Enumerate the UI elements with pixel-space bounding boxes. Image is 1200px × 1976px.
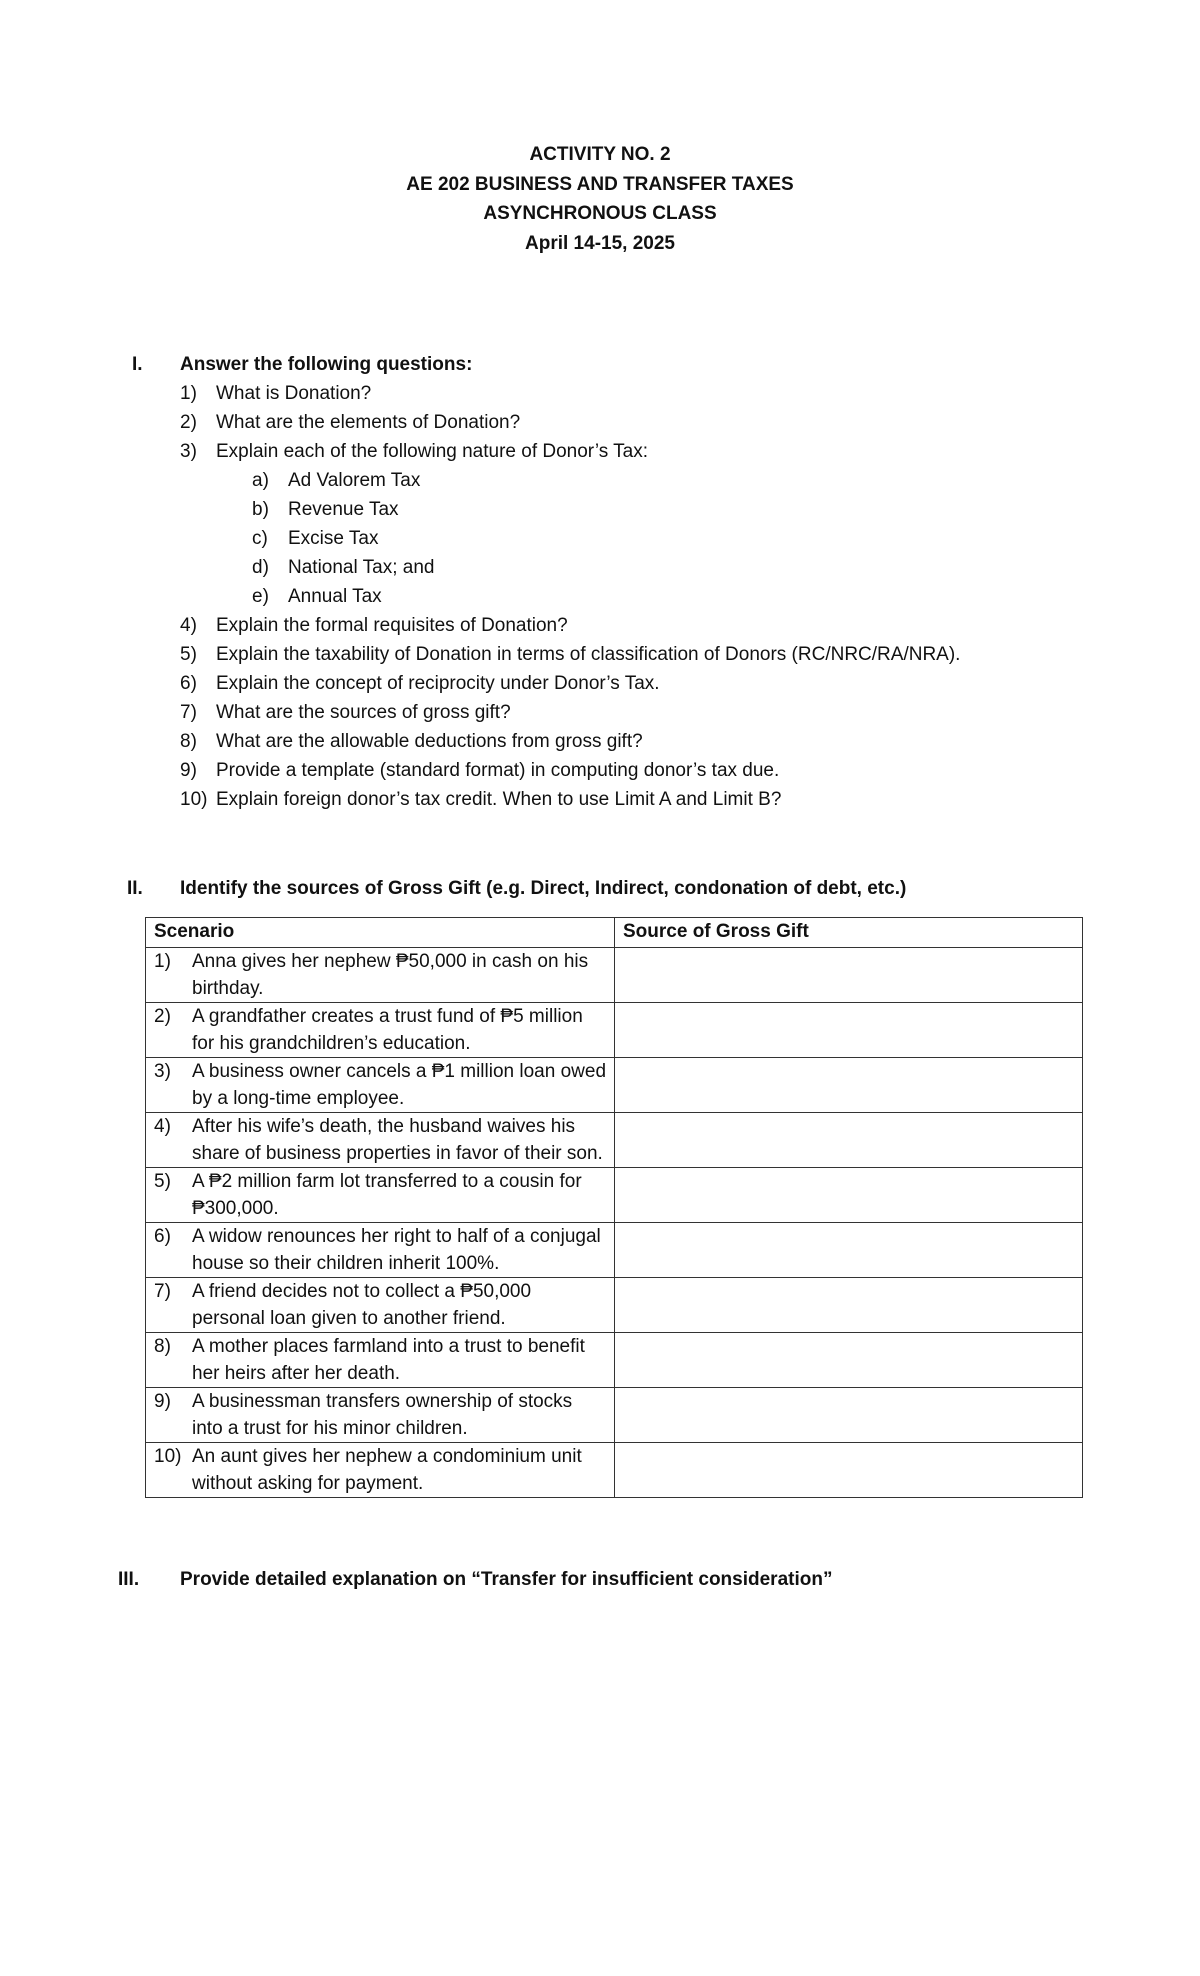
sub-item xyxy=(252,495,1080,524)
table-row xyxy=(146,1333,1083,1388)
question-number: 10) xyxy=(180,789,208,810)
scenario-number: 10) xyxy=(154,1446,182,1467)
sub-item-text: Ad Valorem Tax xyxy=(288,470,421,491)
scenario-number: 5) xyxy=(154,1171,171,1192)
question-number: 6) xyxy=(180,673,197,694)
scenario-number: 7) xyxy=(154,1281,171,1302)
question-item xyxy=(180,611,1080,640)
section-3-number: III. xyxy=(118,1569,140,1590)
scenario-cell xyxy=(146,1223,615,1278)
question-text: What are the elements of Donation? xyxy=(216,412,521,433)
question-item xyxy=(180,727,1080,756)
scenario-number: 4) xyxy=(154,1116,171,1137)
question-text: What are the sources of gross gift? xyxy=(216,702,511,723)
question-number: 4) xyxy=(180,615,197,636)
sub-item-text: Annual Tax xyxy=(288,586,382,607)
section-2-number: II. xyxy=(127,878,143,899)
section-2-title: Identify the sources of Gross Gift (e.g. Direct, Indirect, condonation of debt, etc.) xyxy=(180,878,907,899)
activity-date: April 14-15, 2025 xyxy=(525,232,675,254)
sub-item-text: Excise Tax xyxy=(288,528,379,549)
scenario-text: A ₱2 million farm lot transferred to a cousin for ₱300,000. xyxy=(192,1171,582,1219)
sub-item xyxy=(252,582,1080,611)
sub-item-letter: c) xyxy=(252,528,268,549)
course-title: AE 202 BUSINESS AND TRANSFER TAXES xyxy=(406,173,794,195)
sub-item-letter: e) xyxy=(252,586,269,607)
gross-gift-table xyxy=(145,917,1083,1498)
section-3-title: Provide detailed explanation on “Transfer for insufficient consideration” xyxy=(180,1569,833,1590)
scenario-header: Scenario xyxy=(146,918,615,948)
table-header-row xyxy=(146,918,1083,948)
sub-item-letter: a) xyxy=(252,470,269,491)
source-answer-cell[interactable] xyxy=(615,1168,1083,1223)
scenario-text: A widow renounces her right to half of a conjugal house so their children inherit 100%. xyxy=(192,1226,601,1274)
question-number: 2) xyxy=(180,412,197,433)
document-header xyxy=(0,140,1200,258)
question-number: 7) xyxy=(180,702,197,723)
question-item xyxy=(180,785,1080,814)
donors-tax-nature-list xyxy=(180,466,1080,611)
question-item xyxy=(180,408,1080,437)
table-row xyxy=(146,1168,1083,1223)
scenario-cell xyxy=(146,1058,615,1113)
table-row xyxy=(146,1388,1083,1443)
scenario-number: 8) xyxy=(154,1336,171,1357)
scenario-number: 3) xyxy=(154,1061,171,1082)
question-text: Explain each of the following nature of Donor’s Tax: xyxy=(216,441,648,462)
question-item xyxy=(180,437,1080,466)
sub-item-letter: b) xyxy=(252,499,269,520)
table-row xyxy=(146,1223,1083,1278)
scenario-text: After his wife’s death, the husband waives his share of business properties in favor of their son. xyxy=(192,1116,603,1164)
question-text: Explain foreign donor’s tax credit. When to use Limit A and Limit B? xyxy=(216,789,782,810)
question-number: 5) xyxy=(180,644,197,665)
question-text: Explain the concept of reciprocity under Donor’s Tax. xyxy=(216,673,660,694)
class-type: ASYNCHRONOUS CLASS xyxy=(483,203,717,224)
scenario-cell xyxy=(146,1113,615,1168)
scenario-cell xyxy=(146,1003,615,1058)
scenario-cell xyxy=(146,948,615,1003)
scenario-text: A friend decides not to collect a ₱50,000 personal loan given to another friend. xyxy=(192,1281,532,1329)
scenario-text: A business owner cancels a ₱1 million loan owed by a long-time employee. xyxy=(192,1061,607,1109)
question-item xyxy=(180,669,1080,698)
scenario-cell xyxy=(146,1388,615,1443)
question-item xyxy=(180,756,1080,785)
scenario-number: 2) xyxy=(154,1006,171,1027)
table-row xyxy=(146,1058,1083,1113)
question-text: Explain the formal requisites of Donation? xyxy=(216,615,568,636)
question-item xyxy=(180,640,1080,669)
source-answer-cell[interactable] xyxy=(615,1388,1083,1443)
source-answer-cell[interactable] xyxy=(615,1058,1083,1113)
source-answer-cell[interactable] xyxy=(615,948,1083,1003)
scenario-number: 9) xyxy=(154,1391,171,1412)
sub-item-text: Revenue Tax xyxy=(288,499,399,520)
scenario-number: 6) xyxy=(154,1226,171,1247)
question-text: Explain the taxability of Donation in terms of classification of Donors (RC/NRC/RA/NRA). xyxy=(216,644,961,665)
source-answer-cell[interactable] xyxy=(615,1443,1083,1498)
question-item xyxy=(180,379,1080,408)
question-text: Provide a template (standard format) in computing donor’s tax due. xyxy=(216,760,780,781)
source-answer-cell[interactable] xyxy=(615,1333,1083,1388)
source-header: Source of Gross Gift xyxy=(615,918,1083,948)
source-answer-cell[interactable] xyxy=(615,1113,1083,1168)
question-item xyxy=(180,698,1080,727)
sub-item-text: National Tax; and xyxy=(288,557,435,578)
question-text: What is Donation? xyxy=(216,383,372,404)
section-1-number: I. xyxy=(132,354,143,375)
scenario-number: 1) xyxy=(154,951,171,972)
source-answer-cell[interactable] xyxy=(615,1003,1083,1058)
scenario-cell xyxy=(146,1443,615,1498)
question-text: What are the allowable deductions from gross gift? xyxy=(216,731,643,752)
question-number: 3) xyxy=(180,441,197,462)
source-answer-cell[interactable] xyxy=(615,1278,1083,1333)
sub-item xyxy=(252,524,1080,553)
table-row xyxy=(146,1278,1083,1333)
question-number: 1) xyxy=(180,383,197,404)
section-1-title: Answer the following questions: xyxy=(180,354,473,375)
activity-title: ACTIVITY NO. 2 xyxy=(529,144,671,165)
question-list xyxy=(180,379,1080,814)
scenario-cell xyxy=(146,1278,615,1333)
question-number: 8) xyxy=(180,731,197,752)
scenario-cell xyxy=(146,1168,615,1223)
table-row xyxy=(146,1113,1083,1168)
sub-item xyxy=(252,466,1080,495)
sub-item-letter: d) xyxy=(252,557,269,578)
question-number: 9) xyxy=(180,760,197,781)
scenario-text: Anna gives her nephew ₱50,000 in cash on his birthday. xyxy=(192,951,589,999)
table-row xyxy=(146,948,1083,1003)
sub-item xyxy=(252,553,1080,582)
scenario-cell xyxy=(146,1333,615,1388)
scenario-text: A grandfather creates a trust fund of ₱5 million for his grandchildren’s education. xyxy=(192,1006,583,1054)
table-row xyxy=(146,1003,1083,1058)
scenario-text: A businessman transfers ownership of stocks into a trust for his minor children. xyxy=(192,1391,573,1439)
table-row xyxy=(146,1443,1083,1498)
source-answer-cell[interactable] xyxy=(615,1223,1083,1278)
scenario-text: A mother places farmland into a trust to benefit her heirs after her death. xyxy=(192,1336,585,1384)
scenario-text: An aunt gives her nephew a condominium unit without asking for payment. xyxy=(192,1446,582,1494)
